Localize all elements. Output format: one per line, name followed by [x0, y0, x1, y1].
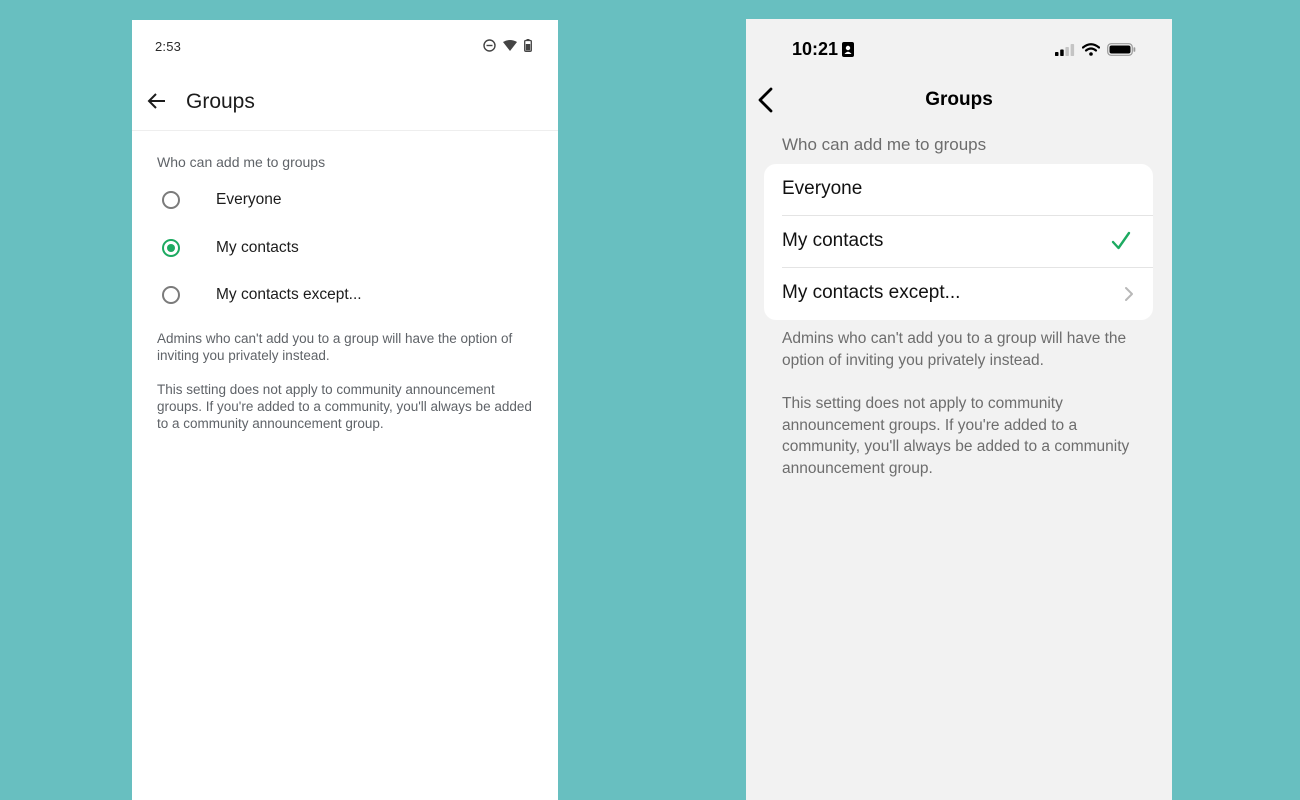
back-arrow-icon[interactable]: [146, 90, 168, 112]
page-title: Groups: [925, 89, 993, 110]
option-everyone[interactable]: [162, 180, 522, 220]
options-card: [764, 164, 1153, 320]
ios-status-icons: [1055, 43, 1136, 56]
ios-screen: [746, 19, 1172, 800]
option-my-contacts[interactable]: [162, 228, 522, 268]
android-status-icons: [483, 39, 532, 52]
community-note: This setting does not apply to community announcement groups. If you're added to a community, you'll always be added to a community announcement group.: [782, 395, 1130, 477]
contact-card-icon: [842, 42, 854, 57]
admins-note: Admins who can't add you to a group will have the option of inviting you privately instead.: [157, 331, 513, 363]
ios-status-time: 10:21: [792, 39, 839, 59]
page-title: Groups: [186, 90, 255, 113]
option-my-contacts-except[interactable]: [162, 275, 522, 315]
option-label: Everyone: [216, 191, 282, 208]
section-title: Who can add me to groups: [782, 135, 987, 154]
option-my-contacts-except[interactable]: [764, 268, 1153, 320]
option-label: My contacts except...: [216, 286, 362, 303]
option-label: Everyone: [782, 178, 863, 199]
admins-note: Admins who can't add you to a group will have the option of inviting you privately instead.: [782, 330, 1127, 369]
do-not-disturb-icon: [483, 39, 496, 52]
radio-my-contacts[interactable]: [162, 239, 180, 257]
chevron-right-icon: [1124, 286, 1134, 302]
android-screen: [132, 20, 558, 800]
ios-status-time-group: [792, 39, 854, 60]
wifi-icon: [503, 40, 517, 52]
android-status-time: 2:53: [155, 39, 182, 54]
android-status-bar: [132, 20, 558, 72]
battery-icon: [1107, 43, 1136, 56]
radio-my-contacts-except[interactable]: [162, 286, 180, 304]
option-label: My contacts: [216, 239, 299, 256]
battery-icon: [524, 39, 532, 52]
option-label: My contacts: [782, 230, 884, 251]
android-app-bar: [132, 72, 558, 131]
option-label: My contacts except...: [782, 282, 961, 303]
option-everyone[interactable]: [764, 164, 1153, 216]
section-title: Who can add me to groups: [157, 154, 326, 170]
cellular-signal-icon: [1055, 44, 1075, 56]
wifi-icon: [1082, 43, 1100, 56]
checkmark-icon: [1111, 231, 1131, 251]
radio-everyone[interactable]: [162, 191, 180, 209]
option-my-contacts[interactable]: [764, 216, 1153, 268]
community-note: This setting does not apply to community announcement groups. If you're added to a community, you'll always be added to a community announcement group.: [157, 382, 532, 431]
